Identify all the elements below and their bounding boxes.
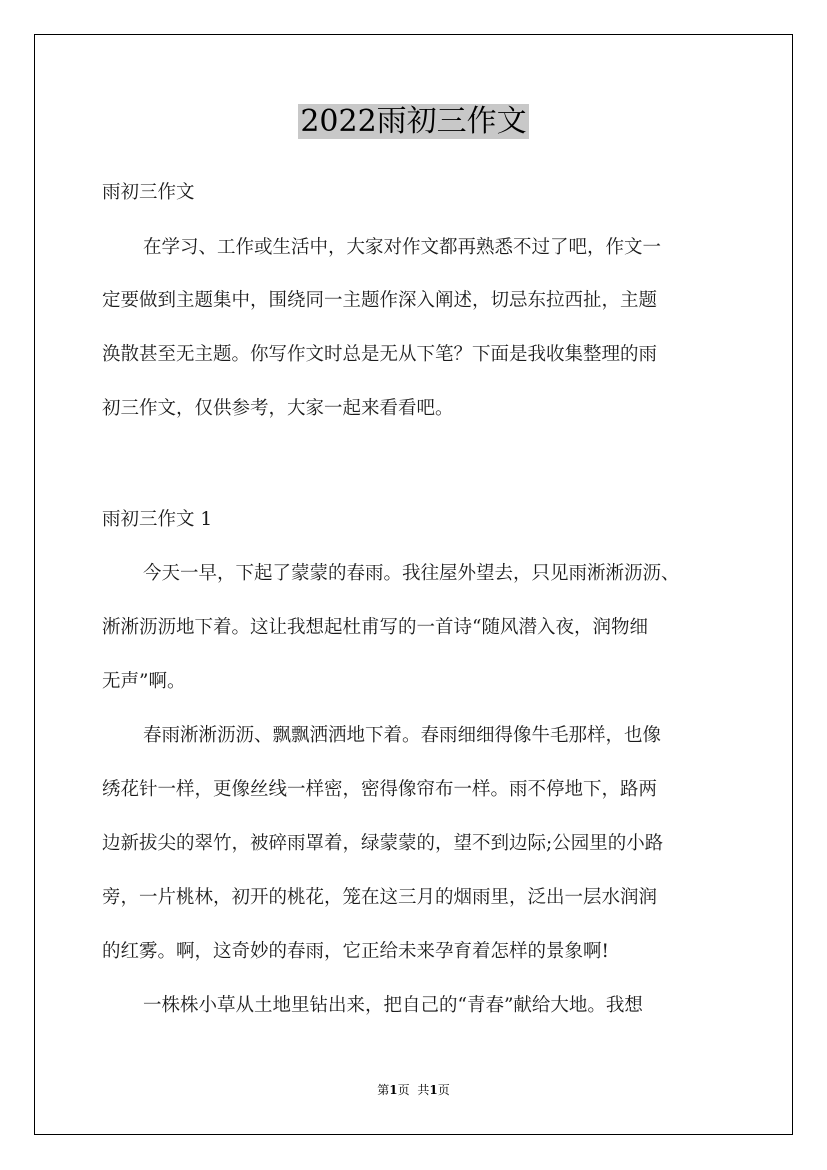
paragraph-line: 涣散甚至无主题。你写作文时总是无从下笔？下面是我收集整理的雨 <box>102 344 658 365</box>
paragraph-line: 在学习、工作或生活中，大家对作文都再熟悉不过了吧，作文一 <box>143 237 662 258</box>
paragraph-line: 无声”啊。 <box>102 671 186 692</box>
paragraph-line: 旁，一片桃林，初开的桃花，笼在这三月的烟雨里，泛出一层水润润 <box>102 887 658 908</box>
section-heading: 雨初三作文 <box>102 182 195 203</box>
paragraph-line: 边新拔尖的翠竹，被碎雨罩着，绿蒙蒙的，望不到边际;公园里的小路 <box>102 833 664 854</box>
paragraph-line: 一株株小草从土地里钻出来，把自己的“青春”献给大地。我想 <box>143 995 643 1016</box>
paragraph-line: 定要做到主题集中，围绕同一主题作深入阐述，切忌东拉西扯，主题 <box>102 290 658 311</box>
paragraph-line: 今天一早，下起了蒙蒙的春雨。我往屋外望去，只见雨淅淅沥沥、 <box>143 563 680 584</box>
document-title: 2022雨初三作文 <box>300 104 527 139</box>
paragraph-line: 绣花针一样，更像丝线一样密，密得像帘布一样。雨不停地下，路两 <box>102 779 658 800</box>
section-heading: 雨初三作文 1 <box>102 509 213 530</box>
paragraph-line: 春雨淅淅沥沥、飘飘洒洒地下着。春雨细细得像牛毛那样，也像 <box>143 725 662 746</box>
footer-page-prefix: 第 <box>377 1083 390 1097</box>
footer-total-suffix: 页 <box>437 1083 450 1097</box>
paragraph-line: 初三作文，仅供参考，大家一起来看看吧。 <box>102 398 454 419</box>
footer-page-number: 1 <box>389 1083 398 1097</box>
page-footer <box>0 1081 827 1098</box>
footer-total-number: 1 <box>429 1083 438 1097</box>
paragraph-line: 淅淅沥沥地下着。这让我想起杜甫写的一首诗“随风潜入夜，润物细 <box>102 617 648 638</box>
footer-total-prefix: 共 <box>417 1083 430 1097</box>
footer-page-suffix: 页 <box>397 1083 410 1097</box>
paragraph-line: 的红雾。啊，这奇妙的春雨，它正给未来孕育着怎样的景象啊! <box>102 941 609 962</box>
